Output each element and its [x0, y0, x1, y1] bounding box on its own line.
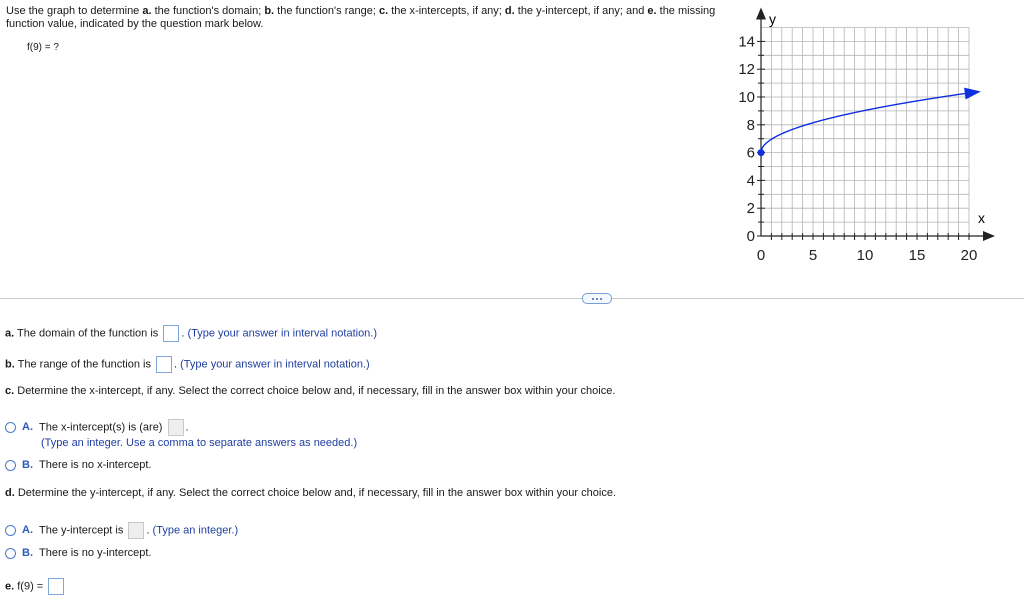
function-curve [761, 94, 965, 153]
graph-ticks [757, 41, 969, 240]
intro-c-text: the x-intercepts, if any; [388, 5, 505, 17]
y-intercept-answer-box[interactable] [128, 522, 144, 539]
domain-answer-box[interactable] [163, 325, 179, 342]
part-b: b. The range of the function is . (Type your answer in interval notation.) [5, 356, 370, 373]
x-intercept-option-a-letter: A. [22, 421, 33, 434]
y-intercept-option-b-letter: B. [22, 547, 33, 559]
y-intercept-option-a-text: The y-intercept is [39, 524, 127, 537]
part-a-label: a. [5, 327, 15, 340]
y-intercept-option-a[interactable]: A. The y-intercept is . (Type an integer.) [5, 522, 238, 539]
y-tick-label: 12 [738, 61, 755, 79]
y-intercept-option-b-text: There is no y-intercept. [39, 547, 152, 559]
part-e [5, 578, 66, 595]
intro-b-text: the function's range; [274, 5, 379, 17]
part-d-label: d. [5, 487, 15, 499]
y-intercept-option-a-letter: A. [22, 524, 33, 537]
intro-d-label: d. [504, 5, 515, 17]
part-a-text: The domain of the function is [14, 327, 162, 340]
y-axis-arrow [756, 8, 766, 20]
graph-y-tick-labels [738, 33, 755, 245]
part-b-label: b. [5, 358, 15, 371]
x-axis-label: x [978, 210, 985, 226]
x-intercept-option-b[interactable] [5, 459, 152, 471]
x-intercept-option-a[interactable]: A. The x-intercept(s) is (are) . [5, 419, 189, 436]
y-tick-label: 4 [746, 172, 755, 190]
question-intro [6, 5, 736, 31]
x-intercept-option-b-radio[interactable] [5, 460, 16, 471]
intro-e-label: e. [647, 5, 657, 17]
intro-a-text: the function's domain; [151, 5, 265, 17]
curve-arrow [964, 88, 981, 100]
f9-answer-box[interactable] [48, 578, 64, 595]
y-intercept-option-a-radio[interactable] [5, 525, 16, 536]
part-c [5, 385, 615, 397]
x-intercept-answer-box[interactable] [168, 419, 184, 436]
x-tick-label: 0 [756, 247, 766, 264]
intro-e-text: the missing [656, 5, 716, 17]
intro-line2: function value, indicated by the question mark below. [6, 18, 264, 30]
y-tick-label: 10 [738, 89, 755, 106]
x-intercept-option-b-letter: B. [22, 459, 33, 471]
part-d-text: Determine the y-intercept, if any. Select the correct choice below and, if necessary, fill in the answer box within your choice. [14, 487, 616, 499]
intro-d-text: the y-intercept, if any; and [514, 5, 648, 17]
curve-start-point [758, 149, 765, 156]
function-prompt: f(9) = ? [27, 42, 59, 53]
y-intercept-option-b[interactable] [5, 547, 152, 559]
part-a-hint: (Type your answer in interval notation.) [187, 327, 378, 340]
y-tick-label: 14 [738, 33, 755, 51]
part-b-hint: (Type your answer in interval notation.) [180, 358, 370, 371]
intro-text: Use the graph to determine [6, 5, 143, 17]
part-c-label: c. [5, 385, 15, 397]
x-intercept-option-a-hint: (Type an integer. Use a comma to separate answers as needed.) [41, 437, 358, 449]
range-answer-box[interactable] [156, 356, 172, 373]
y-intercept-option-a-hint: (Type an integer.) [152, 524, 239, 537]
x-tick-label: 10 [856, 247, 874, 264]
intro-c-label: c. [378, 5, 389, 17]
part-c-text: Determine the x-intercept, if any. Select the correct choice below and, if necessary, fill in the answer box within your choice. [14, 385, 616, 397]
x-tick-label: 15 [908, 247, 926, 264]
part-e-label: e. [5, 580, 15, 593]
intro-b-label: b. [264, 5, 275, 17]
y-tick-label: 2 [746, 200, 755, 218]
y-intercept-option-b-radio[interactable] [5, 548, 16, 559]
x-intercept-option-a-text: The x-intercept(s) is (are) [39, 421, 166, 434]
part-b-text: The range of the function is [14, 358, 154, 371]
x-tick-label: 5 [808, 247, 818, 264]
x-axis-arrow [983, 231, 995, 241]
graph-x-tick-labels [757, 247, 978, 264]
y-tick-label: 8 [746, 116, 755, 134]
y-tick-label: 6 [746, 144, 755, 162]
intro-a-label: a. [142, 5, 152, 17]
section-divider [0, 298, 1024, 299]
x-intercept-option-b-text: There is no x-intercept. [39, 459, 152, 471]
graph-grid [761, 28, 969, 237]
x-tick-label: 20 [960, 247, 978, 264]
part-a: a. The domain of the function is . (Type your answer in interval notation.) [5, 325, 377, 342]
y-axis-label: y [769, 11, 776, 27]
more-button[interactable] [582, 293, 612, 304]
part-d [5, 487, 616, 499]
part-e-text: f(9) = [14, 580, 47, 593]
y-tick-label: 0 [746, 228, 755, 245]
x-intercept-option-a-radio[interactable] [5, 422, 16, 433]
function-graph [725, 5, 1010, 270]
